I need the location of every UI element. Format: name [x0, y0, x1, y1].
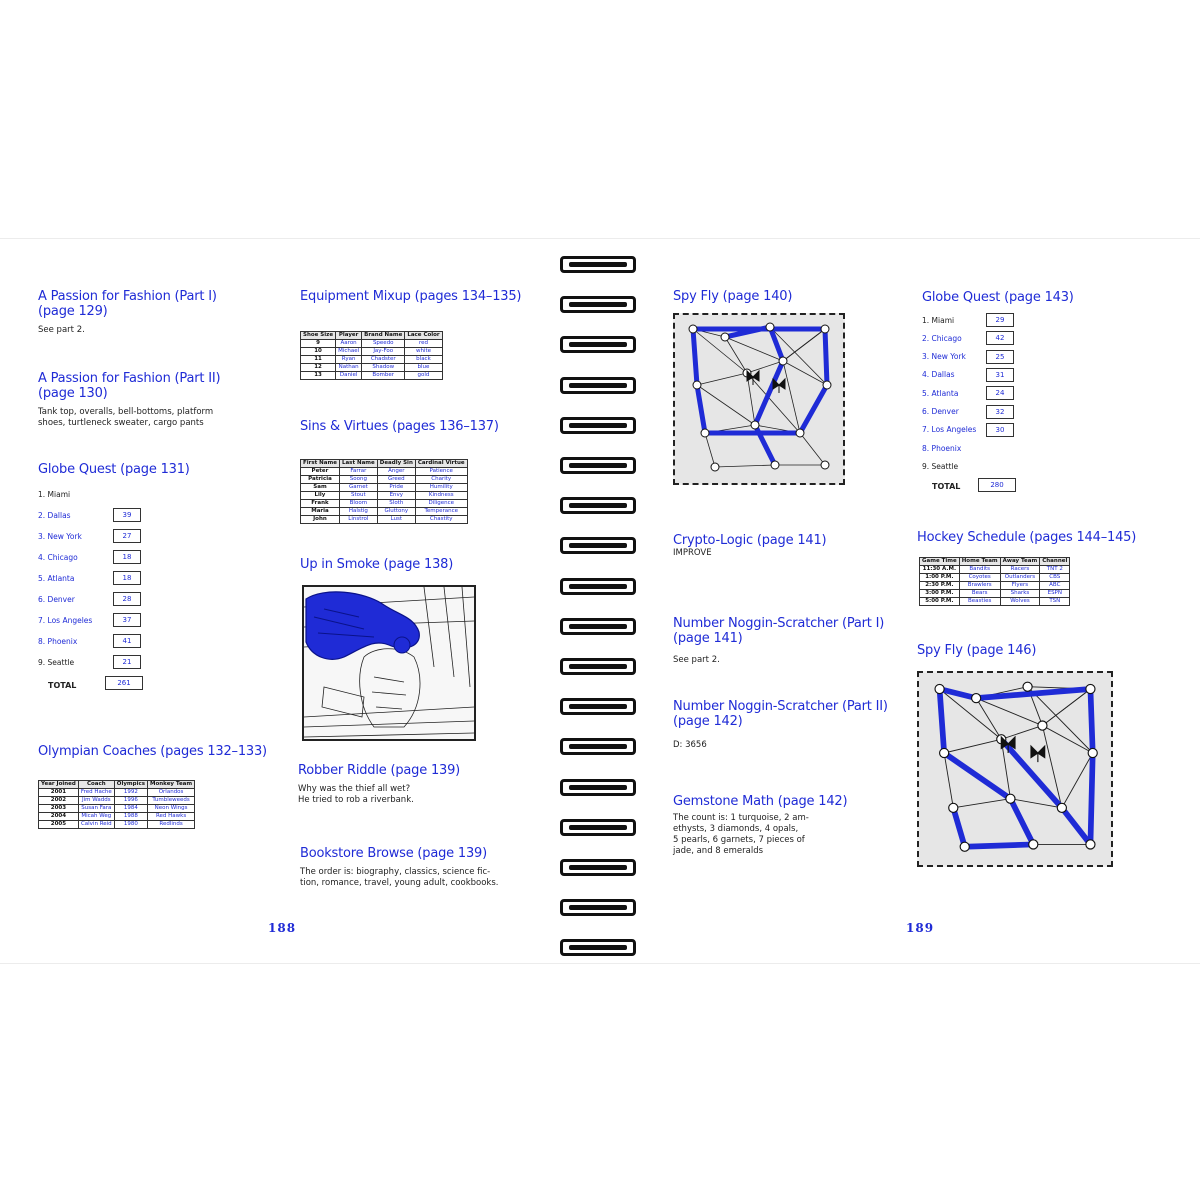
- map-highlight-route: [1090, 689, 1092, 753]
- table-cell: white: [405, 348, 442, 356]
- table-cell: CBS: [1040, 574, 1070, 582]
- table-cell: Greed: [377, 476, 415, 484]
- table-cell: Kindness: [415, 492, 467, 500]
- city-label: 1. Miami: [38, 489, 71, 499]
- table-cell: Lust: [377, 516, 415, 524]
- noggin-part1-title: Number Noggin-Scratcher (Part I) (page 141): [673, 616, 885, 646]
- map-node: [766, 323, 774, 331]
- answer-row: [38, 508, 71, 522]
- map-node: [821, 325, 829, 333]
- gemstone-math-body: The count is: 1 turquoise, 2 am- ethysts, 3 diamonds, 4 opals, 5 pearls, 6 garnets, 7 pieces of jade, and 8 emeralds: [673, 813, 809, 856]
- table-cell: John: [301, 516, 340, 524]
- table-cell: Linstrol: [339, 516, 377, 524]
- table-cell: Stout: [339, 492, 377, 500]
- table-cell: Soong: [339, 476, 377, 484]
- table-row: [301, 500, 468, 508]
- map-node: [1086, 684, 1095, 693]
- city-label: 6. Denver: [38, 594, 75, 604]
- table-header: Deadly Sin: [377, 460, 415, 468]
- gemstone-math-title: Gemstone Math (page 142): [673, 794, 848, 809]
- answer-row: [922, 350, 966, 364]
- table-cell: Chadster: [362, 356, 405, 364]
- table-cell: Lily: [301, 492, 340, 500]
- total-label: TOTAL: [48, 680, 77, 690]
- table-cell: Temperance: [415, 508, 467, 516]
- spiral-coil: [560, 698, 636, 715]
- table-cell: 1980: [114, 821, 147, 829]
- table-header: Game Time: [920, 558, 960, 566]
- map-node: [796, 429, 804, 437]
- table-cell: Daniel: [336, 372, 362, 380]
- table-header: Shoe Size: [301, 332, 336, 340]
- table-cell: blue: [405, 364, 442, 372]
- table-cell: 2005: [39, 821, 79, 829]
- table-row: [301, 356, 443, 364]
- spiral-binding: [556, 250, 640, 960]
- table-cell: Coyotes: [959, 574, 1000, 582]
- table-header: Last Name: [339, 460, 377, 468]
- table-cell: Bandits: [959, 566, 1000, 574]
- table-cell: Brawlers: [959, 582, 1000, 590]
- table-cell: Tumbleweeds: [148, 797, 195, 805]
- answer-box: 24: [986, 386, 1014, 400]
- table-cell: Bears: [959, 590, 1000, 598]
- spy-fly-146-route: [919, 673, 1111, 865]
- table-cell: Orlandos: [148, 789, 195, 797]
- answer-row: [38, 529, 82, 543]
- answer-row: [38, 613, 92, 627]
- map-node: [1057, 803, 1066, 812]
- map-node: [721, 333, 729, 341]
- table-cell: Humility: [415, 484, 467, 492]
- table-cell: Maria: [301, 508, 340, 516]
- map-node: [940, 748, 949, 757]
- table-cell: 2:30 P.M.: [920, 582, 960, 590]
- map-node: [689, 325, 697, 333]
- spy-fly-140-route: [675, 315, 843, 483]
- city-label: 7. Los Angeles: [922, 425, 977, 435]
- answer-box: 42: [986, 331, 1014, 345]
- equipment-mixup-title: Equipment Mixup (pages 134–135): [300, 289, 522, 304]
- table-cell: Calvin Reid: [78, 821, 114, 829]
- table-header: Home Team: [959, 558, 1000, 566]
- table-row: [920, 590, 1070, 598]
- city-label: 6. Denver: [922, 407, 959, 416]
- map-node: [935, 684, 944, 693]
- city-label: 4. Chicago: [38, 552, 78, 562]
- table-row: [301, 476, 468, 484]
- spiral-coil: [560, 859, 636, 876]
- city-label: 5. Atlanta: [38, 573, 75, 583]
- total-box: 261: [105, 676, 143, 690]
- table-cell: Fred Hache: [78, 789, 114, 797]
- city-label: 3. New York: [922, 352, 966, 362]
- spiral-coil: [560, 578, 636, 595]
- answer-row: [922, 423, 976, 437]
- table-cell: Pride: [377, 484, 415, 492]
- crypto-logic-answer: IMPROVE: [673, 548, 712, 558]
- olympian-coaches-title: Olympian Coaches (pages 132–133): [38, 744, 267, 759]
- city-label: 9. Seattle: [922, 461, 959, 471]
- fashion-part1-title: A Passion for Fashion (Part I) (page 129): [38, 289, 217, 319]
- table-header: Brand Name: [362, 332, 405, 340]
- table-row: [39, 805, 195, 813]
- spiral-coil: [560, 779, 636, 796]
- map-node: [779, 357, 787, 365]
- noggin-part2-title: Number Noggin-Scratcher (Part II) (page 142): [673, 699, 888, 729]
- right-page: [640, 239, 1200, 963]
- table-cell: Halstig: [339, 508, 377, 516]
- table-cell: 2002: [39, 797, 79, 805]
- answer-row: [38, 655, 74, 669]
- map-node: [701, 429, 709, 437]
- table-cell: Gluttony: [377, 508, 415, 516]
- table-cell: Envy: [377, 492, 415, 500]
- answer-row: [922, 368, 955, 382]
- answer-box: 18: [113, 571, 141, 585]
- answer-box: 30: [986, 423, 1014, 437]
- table-header: First Name: [301, 460, 340, 468]
- city-label: 3. New York: [38, 531, 82, 541]
- spiral-coil: [560, 336, 636, 353]
- table-cell: Anger: [377, 468, 415, 476]
- table-cell: Farrar: [339, 468, 377, 476]
- woodcut-drawing: [304, 587, 474, 739]
- table-cell: Susan Fara: [78, 805, 114, 813]
- table-cell: Peter: [301, 468, 340, 476]
- table-header: Coach: [78, 781, 114, 789]
- map-node: [1038, 721, 1047, 730]
- left-page: [0, 239, 560, 963]
- map-node: [972, 694, 981, 703]
- answer-box: 41: [113, 634, 141, 648]
- answer-box: 37: [113, 613, 141, 627]
- city-label: 2. Dallas: [38, 510, 71, 520]
- bookstore-browse-body: The order is: biography, classics, science fic- tion, romance, travel, young adult, cookbooks.: [300, 867, 499, 888]
- up-in-smoke-illustration: [302, 585, 476, 741]
- table-header: Player: [336, 332, 362, 340]
- table-row: [39, 821, 195, 829]
- answer-row: [38, 592, 75, 606]
- table-row: [301, 492, 468, 500]
- table-cell: Jim Wadds: [78, 797, 114, 805]
- answer-box: 18: [113, 550, 141, 564]
- city-label: 8. Phoenix: [38, 636, 78, 646]
- table-cell: 5:00 P.M.: [920, 598, 960, 606]
- map-node: [1088, 748, 1097, 757]
- table-cell: black: [405, 356, 442, 364]
- map-node: [771, 461, 779, 469]
- spy-fly-140-map: [673, 313, 845, 485]
- answer-box: 31: [986, 368, 1014, 382]
- map-node: [821, 461, 829, 469]
- table-cell: Sloth: [377, 500, 415, 508]
- table-cell: Ryan: [336, 356, 362, 364]
- table-cell: ABC: [1040, 582, 1070, 590]
- table-cell: Racers: [1000, 566, 1040, 574]
- table-cell: red: [405, 340, 442, 348]
- table-cell: 1988: [114, 813, 147, 821]
- table-row: [920, 574, 1070, 582]
- spiral-coil: [560, 296, 636, 313]
- sins-virtues-title: Sins & Virtues (pages 136–137): [300, 419, 499, 434]
- spiral-coil: [560, 819, 636, 836]
- table-header: Monkey Team: [148, 781, 195, 789]
- city-label: 7. Los Angeles: [38, 615, 93, 625]
- answer-row: [38, 571, 74, 585]
- map-node: [711, 463, 719, 471]
- olympian-coaches-table: [38, 780, 195, 829]
- table-cell: 13: [301, 372, 336, 380]
- fashion-part1-body: See part 2.: [38, 325, 85, 335]
- city-label: 5. Atlanta: [922, 388, 959, 398]
- table-cell: Sam: [301, 484, 340, 492]
- table-cell: Shadow: [362, 364, 405, 372]
- table-cell: gold: [405, 372, 442, 380]
- table-row: [301, 364, 443, 372]
- table-cell: Garnet: [339, 484, 377, 492]
- table-cell: Outlanders: [1000, 574, 1040, 582]
- answer-box: 39: [113, 508, 141, 522]
- answer-row: [922, 405, 959, 419]
- map-node: [693, 381, 701, 389]
- table-cell: Patricia: [301, 476, 340, 484]
- spiral-coil: [560, 256, 636, 273]
- table-cell: TNT 2: [1040, 566, 1070, 574]
- answer-box: 25: [986, 350, 1014, 364]
- hockey-schedule-title: Hockey Schedule (pages 144–145): [917, 530, 1137, 545]
- answer-row: [38, 634, 77, 648]
- sins-virtues-table: [300, 459, 468, 524]
- map-node: [1086, 840, 1095, 849]
- spiral-coil: [560, 738, 636, 755]
- spiral-coil: [560, 899, 636, 916]
- spy-fly-140-title: Spy Fly (page 140): [673, 289, 793, 304]
- table-row: [301, 516, 468, 524]
- hockey-schedule-table: [919, 557, 1070, 606]
- answer-row: [922, 441, 961, 455]
- answer-row: [38, 550, 78, 564]
- table-row: [301, 372, 443, 380]
- city-label: 8. Phoenix: [922, 443, 962, 453]
- spy-fly-146-map: [917, 671, 1113, 867]
- robber-riddle-title: Robber Riddle (page 139): [298, 763, 461, 778]
- fashion-part2-body: Tank top, overalls, bell-bottoms, platform shoes, turtleneck sweater, cargo pants: [38, 407, 214, 428]
- noggin-part1-body: See part 2.: [673, 655, 720, 665]
- table-cell: Wolves: [1000, 598, 1040, 606]
- spiral-coil: [560, 497, 636, 514]
- answer-box: 28: [113, 592, 141, 606]
- table-cell: 10: [301, 348, 336, 356]
- table-cell: Charity: [415, 476, 467, 484]
- table-row: [301, 340, 443, 348]
- table-row: [920, 598, 1070, 606]
- table-cell: Red Hawks: [148, 813, 195, 821]
- table-cell: ESPN: [1040, 590, 1070, 598]
- table-row: [301, 468, 468, 476]
- table-cell: 3:00 P.M.: [920, 590, 960, 598]
- map-node: [960, 842, 969, 851]
- table-cell: Micah Weg: [78, 813, 114, 821]
- city-label: 4. Dallas: [922, 370, 955, 380]
- map-node: [823, 381, 831, 389]
- spiral-coil: [560, 537, 636, 554]
- table-cell: 11: [301, 356, 336, 364]
- table-cell: Sharks: [1000, 590, 1040, 598]
- right-page-number: 189: [906, 921, 935, 935]
- answer-box: 27: [113, 529, 141, 543]
- table-cell: Neon Wings: [148, 805, 195, 813]
- noggin-part2-answer: D: 3656: [673, 740, 707, 750]
- table-header: Olympics: [114, 781, 147, 789]
- spiral-coil: [560, 417, 636, 434]
- table-cell: Redlinds: [148, 821, 195, 829]
- map-highlight-route: [1090, 753, 1092, 844]
- table-cell: Nathan: [336, 364, 362, 372]
- map-node: [1029, 840, 1038, 849]
- spiral-coil: [560, 457, 636, 474]
- total-label: TOTAL: [932, 482, 961, 492]
- table-header: Cardinal Virtue: [415, 460, 467, 468]
- table-cell: Speedo: [362, 340, 405, 348]
- table-cell: Aaron: [336, 340, 362, 348]
- table-cell: Frank: [301, 500, 340, 508]
- table-row: [39, 789, 195, 797]
- answer-box: 32: [986, 405, 1014, 419]
- table-cell: 1992: [114, 789, 147, 797]
- table-header: Lace Color: [405, 332, 442, 340]
- left-page-number: 188: [268, 921, 297, 935]
- map-node: [751, 421, 759, 429]
- globe-quest-131-title: Globe Quest (page 131): [38, 462, 190, 477]
- table-cell: 12: [301, 364, 336, 372]
- spiral-coil: [560, 618, 636, 635]
- answer-row: [38, 487, 70, 501]
- table-cell: Diligence: [415, 500, 467, 508]
- answer-row: [922, 331, 962, 345]
- spy-fly-146-title: Spy Fly (page 146): [917, 643, 1037, 658]
- table-cell: 2003: [39, 805, 79, 813]
- table-cell: Jay-Foo: [362, 348, 405, 356]
- up-in-smoke-title: Up in Smoke (page 138): [300, 557, 454, 572]
- table-cell: 2001: [39, 789, 79, 797]
- globe-quest-143-answers: [922, 313, 1062, 493]
- robber-riddle-body: Why was the thief all wet? He tried to rob a riverbank.: [298, 784, 414, 805]
- table-row: [920, 582, 1070, 590]
- map-node: [1006, 794, 1015, 803]
- table-cell: Chastity: [415, 516, 467, 524]
- table-row: [39, 813, 195, 821]
- globe-quest-131-answers: [38, 487, 178, 697]
- equipment-mixup-table: [300, 331, 443, 380]
- table-row: [920, 566, 1070, 574]
- table-cell: 11:30 A.M.: [920, 566, 960, 574]
- table-cell: Michael: [336, 348, 362, 356]
- table-cell: TSN: [1040, 598, 1070, 606]
- answer-row: [922, 313, 954, 327]
- answer-row: [922, 386, 958, 400]
- bookstore-browse-title: Bookstore Browse (page 139): [300, 846, 487, 861]
- globe-quest-143-title: Globe Quest (page 143): [922, 290, 1074, 305]
- answer-box: 21: [113, 655, 141, 669]
- table-cell: 1996: [114, 797, 147, 805]
- table-row: [301, 484, 468, 492]
- table-cell: Patience: [415, 468, 467, 476]
- table-cell: 2004: [39, 813, 79, 821]
- table-cell: 1:00 P.M.: [920, 574, 960, 582]
- city-label: 1. Miami: [922, 315, 955, 325]
- table-header: Year Joined: [39, 781, 79, 789]
- answer-box: 29: [986, 313, 1014, 327]
- fashion-part2-title: A Passion for Fashion (Part II) (page 130): [38, 371, 221, 401]
- city-label: 2. Chicago: [922, 333, 962, 343]
- table-header: Away Team: [1000, 558, 1040, 566]
- spiral-coil: [560, 658, 636, 675]
- table-cell: Beasties: [959, 598, 1000, 606]
- table-cell: 9: [301, 340, 336, 348]
- table-row: [301, 508, 468, 516]
- table-header: Channel: [1040, 558, 1070, 566]
- total-box: 280: [978, 478, 1016, 492]
- crypto-logic-title: Crypto-Logic (page 141): [673, 533, 827, 548]
- table-cell: Bloom: [339, 500, 377, 508]
- map-highlight-route: [825, 329, 827, 385]
- map-highlight-route: [965, 844, 1034, 846]
- answer-row: [922, 459, 958, 473]
- city-label: 9. Seattle: [38, 657, 75, 667]
- table-cell: Flyers: [1000, 582, 1040, 590]
- table-row: [39, 797, 195, 805]
- spiral-coil: [560, 939, 636, 956]
- table-cell: 1984: [114, 805, 147, 813]
- table-cell: Bomber: [362, 372, 405, 380]
- map-node: [949, 803, 958, 812]
- spiral-coil: [560, 377, 636, 394]
- table-row: [301, 348, 443, 356]
- map-node: [1023, 682, 1032, 691]
